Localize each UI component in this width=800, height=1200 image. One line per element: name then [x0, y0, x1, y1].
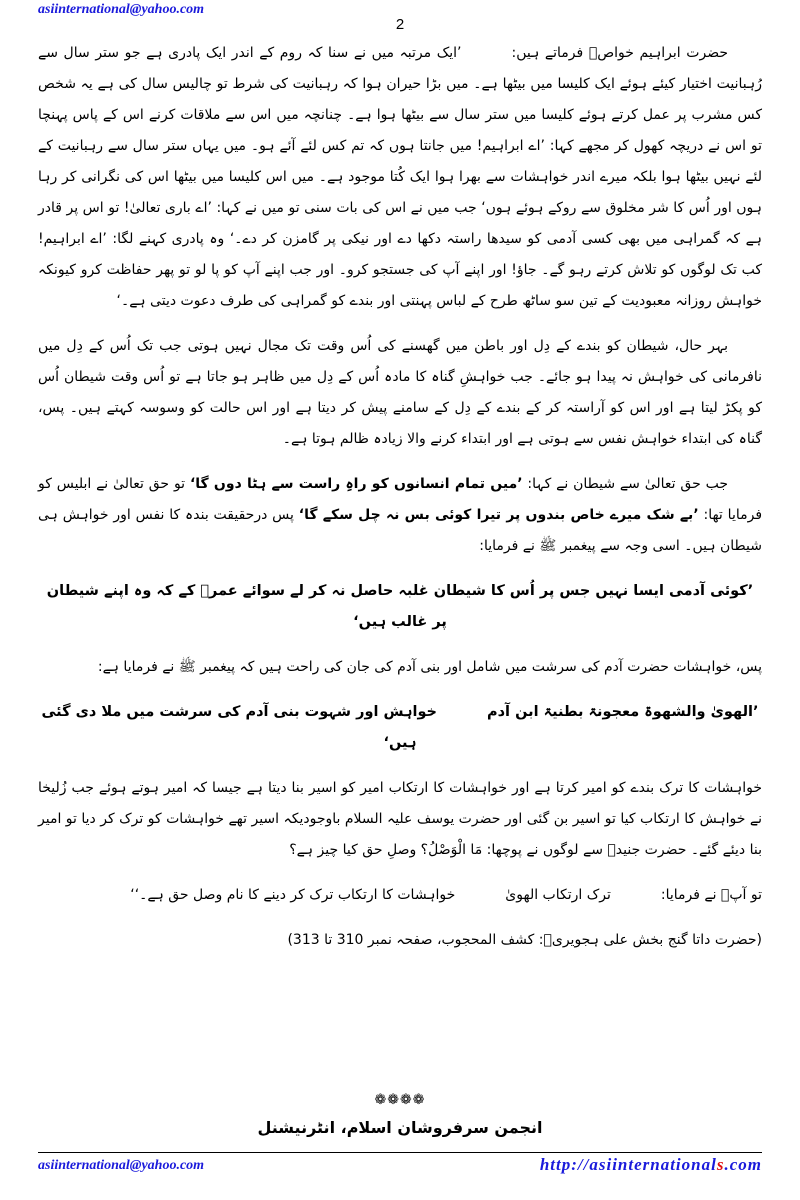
- text-line: لیتا ہے اور اس کو آراستہ کر کے بندے کے دِل کے سامنے پیش کر دیتا ہے اور اس حالت کو وسوسہ کہتے ہیں۔ پس، گناہ کی: [38, 400, 762, 447]
- paragraph-renunciation: [38, 773, 762, 866]
- quote-segment: ’ایک مرتبہ میں نے سنا کہ روم کے اندر ایک پادری ہے جو ستر سال سے: [38, 45, 462, 61]
- text-line: مشرب پر عمل کرتے ہوئے کلیسا میں ستر سال سے بیٹھا ہوا ہے۔ چنانچہ میں اس سے ملاقات کرنے اس کے پاس پہنچا تو اس: [38, 107, 762, 154]
- text-line: نافرمانی کی خواہش نہ پیدا ہو جائے۔ جب خواہشِ گناہ کا مادہ اُس کے دِل میں ظاہر ہو جاتا ہے تو اُس وقت شیطان اُس کو پکڑ: [38, 369, 763, 416]
- text-segment: تو حق تعالیٰ نے ابلیس کو فرمایا: [38, 476, 763, 523]
- text-line: رُہبانیت اختیار کیئے ہوئے ایک کلیسا میں بیٹھا ہے۔ میں بڑا حیران ہوا کہ رہبانیت کی شرط تو چالیس سال کی ہے یہ شخص کس: [38, 76, 762, 123]
- text-line: لوگوں کو تلاش کرتے رہو گے۔ جاؤ! اور اپنے آپ کی جستجو کرو۔ اور جب اپنے آپ کو پا لو تو پھر حفاظت کرو کیونکہ خواہش: [38, 262, 762, 309]
- quote-segment: ’میں تمام انسانوں کو راہِ راست سے ہٹا دوں گا‘: [189, 476, 523, 492]
- organization-name: انجمن سرفروشان اسلام، انٹرنیشنل: [257, 1118, 543, 1137]
- text-segment: جب حق تعالیٰ سے شیطان نے کہا:: [527, 476, 728, 492]
- text-segment: تھا:: [703, 507, 723, 523]
- text-line: روزانہ معبودیت کے تین سو ساٹھ طرح کے لباس پہنتی اور بندے کو گمراہی کی طرف دعوت دیتی ہے۔‘: [116, 293, 712, 309]
- paragraph-priest-story: [38, 38, 762, 317]
- text-line: نہیں بیٹھا ہوا بلکہ میرے اندر خواہشات سے بھرا ہوا ایک کُتا موجود ہے۔ میں اس کلیسا میں بیٹھا اس کی نگرانی کر رہا ہوں اور: [38, 169, 762, 216]
- arabic-quote: ’الھویٰ والشھوۃ معجونۃ بطنیۃ ابن آدم: [486, 704, 759, 720]
- text-line: وجہ سے پیغمبر ﷺ نے فرمایا:: [479, 538, 649, 554]
- text-line: گئے۔ حضرت جنیدؒ سے لوگوں نے پوچھا: مَا الْوَصْلُ؟ وصلِ حق کیا چیز ہے؟: [289, 842, 719, 858]
- text-line: کہ گمراہی میں بھی کسی آدمی کو سیدھا راستہ دکھا دے اور نیکی پر گامزن کر دے۔‘ وہ پادری کہنے لگا: ’اے ابراہیم! کب تک: [38, 231, 763, 278]
- footer-divider: [38, 1152, 762, 1153]
- text-line: پس، خواہشات حضرت آدم کی سرشت میں شامل اور بنی آدم کی جان کی راحت ہیں کہ پیغمبر ﷺ نے فرمایا ہے:: [97, 659, 762, 675]
- url-part: s: [716, 1155, 725, 1174]
- text-segment: پس درحقیقت بندہ کا نفس اور خواہش ہی شیطان ہیں۔ اسی: [38, 507, 762, 554]
- footer-email[interactable]: asiinternational@yahoo.com: [38, 1158, 205, 1173]
- header-email[interactable]: asiinternational@yahoo.com: [38, 2, 205, 17]
- document-body: [38, 38, 762, 970]
- page-number: 2: [395, 16, 405, 33]
- url-part: .com: [724, 1155, 762, 1174]
- text-line: ابتداء خواہش نفس سے ہوتی ہے اور ابتداء کرنے والا زیادہ ظالم ہوتا ہے۔: [282, 431, 712, 447]
- quote-translation: خواہش اور شہوت بنی آدم کی سرشت میں ملا دی گئی ہیں‘: [41, 704, 437, 751]
- footer-url[interactable]: [540, 1155, 762, 1175]
- text-segment: خواہشات کا ارتکاب ترک کر دینے کا نام وصل حق ہے۔‘‘: [130, 887, 456, 903]
- text-line: نے خواہش کا ارتکاب کیا تو اسیر بن گئی اور حضرت یوسف علیہ السلام باوجودیکہ اسیر تھے خواہشات کو ترک کر دیا تو امیر بنا دیئے: [38, 811, 762, 858]
- url-part: http://asiinternational: [539, 1155, 717, 1174]
- arabic-quote-line: [38, 697, 762, 759]
- text-line: بہر حال، شیطان کو بندے کے دِل اور باطن میں گھسنے کی اُس وقت تک مجال نہیں ہوتی جب تک اُس کے دِل میں: [38, 338, 728, 354]
- hadith-quote: ’کوئی آدمی ایسا نہیں جس پر اُس کا شیطان غلبہ حاصل نہ کر لے سوائے عمرؓ کے کہ وہ اپنے شیطان پر غالب ہیں‘: [46, 583, 754, 630]
- text-segment: حضرت ابراہیم خواصؒ فرماتے ہیں:: [511, 45, 728, 61]
- text-line: خواہشات کا ترک بندے کو امیر کرتا ہے اور خواہشات کا ارتکاب امیر کو اسیر بنا دیتا ہے جیسا کہ امیر ہوتے ہوئے جب زُلیخا: [38, 780, 762, 796]
- arabic-segment: ترک ارتکاب الھویٰ: [505, 887, 611, 903]
- citation: (حضرت داتا گنج بخش علی ہجویریؒ: کشف المحجوب، صفحہ نمبر 310 تا 313): [287, 932, 762, 948]
- text-line: نے دریچہ کھول کر مجھے کہا: ’اے ابراہیم! میں جانتا ہوں کہ تم کس لئے آئے ہو۔ میں یہاں ستر سال سے رہبانیت کے لئے: [38, 138, 762, 185]
- paragraph-answer: [38, 880, 762, 911]
- paragraph-satan-desire: [38, 331, 762, 455]
- text-segment: تو آپؒ نے فرمایا:: [660, 887, 762, 903]
- quote-segment: ’بے شک میرے خاص بندوں پر تیرا کوئی بس نہ چل سکے گا‘: [298, 507, 699, 523]
- paragraph-iblis: [38, 469, 762, 562]
- star-ornament-icon: ❁❁❁❁: [374, 1092, 426, 1108]
- text-line: اُس کا شر مخلوق سے روکے ہوئے ہوں‘ جب میں نے اس کی بات سنی تو میں نے کہا: ’اے باری تعالیٰ! تو اس پر قادر ہے: [38, 200, 762, 247]
